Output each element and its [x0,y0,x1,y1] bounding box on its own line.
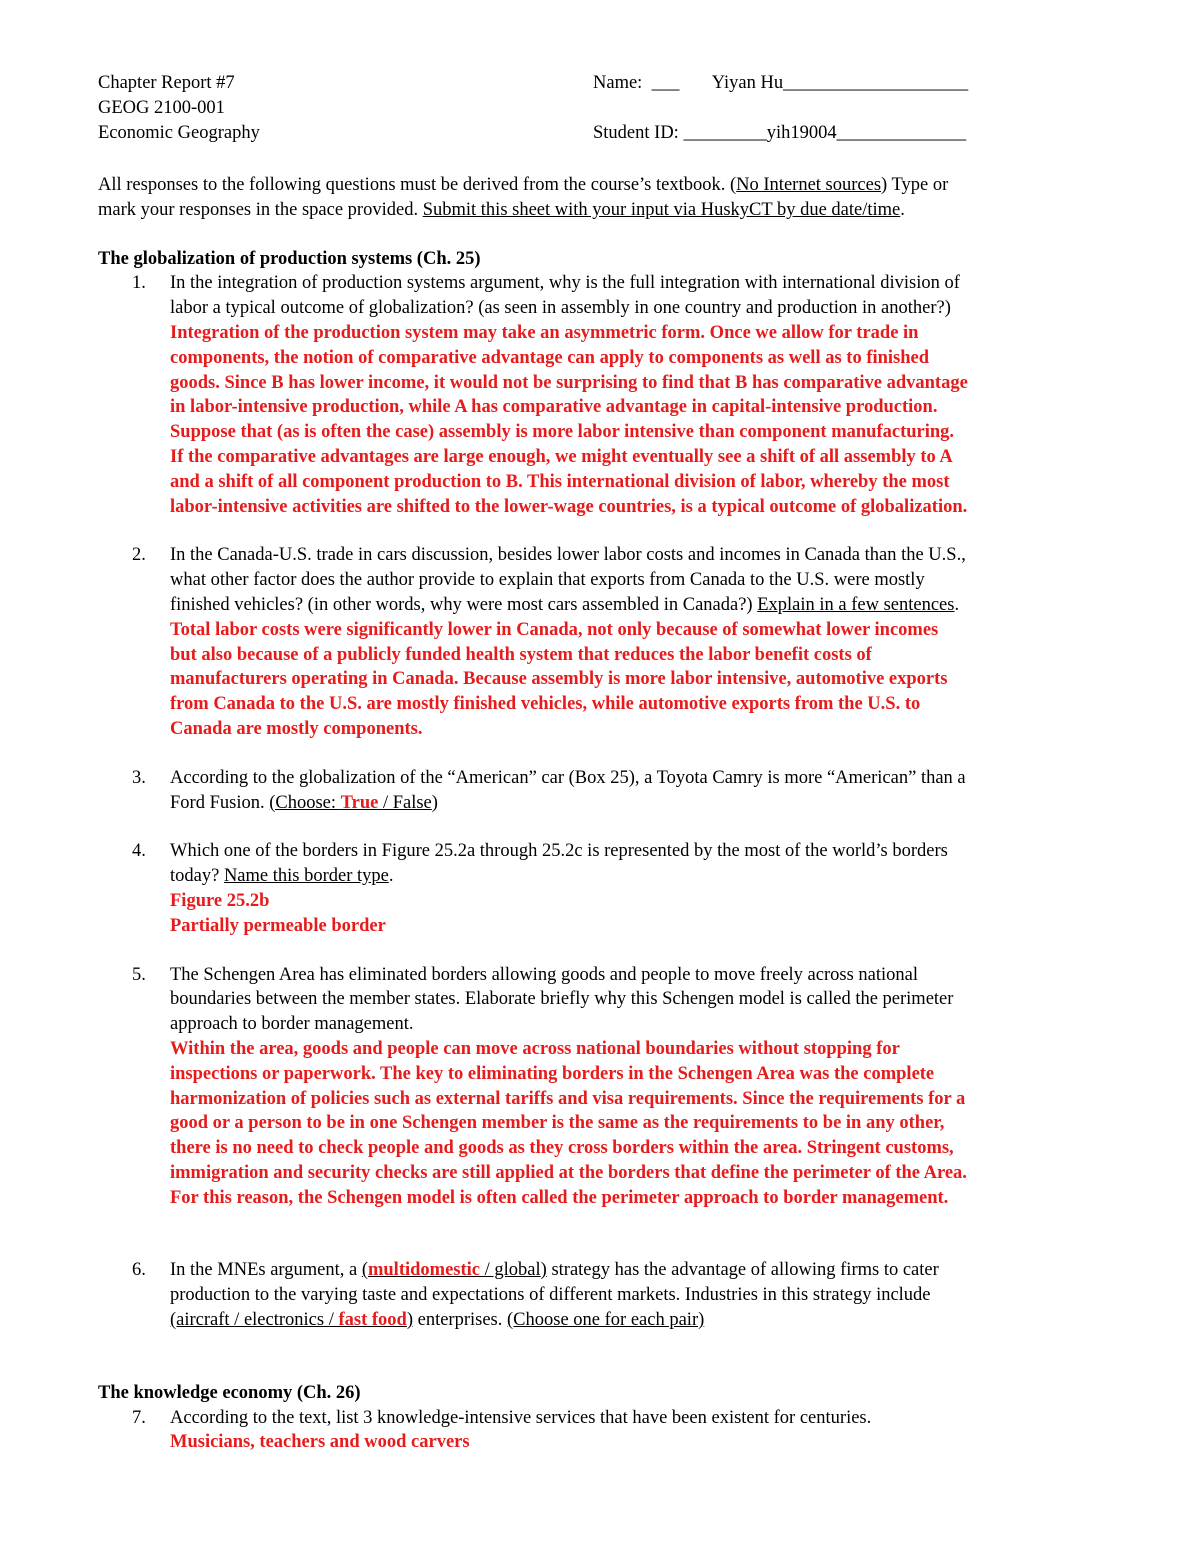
question-text [170,1308,1108,1333]
answer-line: Suppose that (as is often the case) assembly is more labor intensive than component manufacturing. [170,422,955,443]
course-info [98,71,260,145]
true-false-choice[interactable] [269,793,432,813]
instructions-text: ) Type or [881,175,949,195]
course-name: Economic Geography [98,122,260,143]
question-text-part: In the MNEs argument, a [170,1260,362,1281]
answer-line: Canada are mostly components. [170,718,423,739]
choice-global[interactable]: / global [480,1260,541,1281]
answer-line: Figure 25.2b [170,890,270,911]
question-text-part: Ford Fusion. [170,792,270,813]
answer-line: labor-intensive activities are shifted to the lower-wage countries, is a typical outcome of globalization. [170,496,968,517]
question-number: 1. [132,273,146,294]
section-heading: The globalization of production systems (Ch. 25) [98,248,481,269]
industry-choice[interactable] [170,1310,413,1330]
answer-line: Within the area, goods and people can move across national boundaries without stopping for [170,1038,900,1059]
choice-prompt: (Choose: [269,792,341,813]
question-text-part: . [388,866,394,887]
name-blank: ___ [651,73,680,93]
question-text-part: strategy has the advantage of allowing firms to cater [546,1260,939,1281]
question-number: 5. [132,964,146,985]
answer-line: good or a person to be in one Schengen member is the same as the requirements to be in any other, [170,1113,945,1134]
answer-line: Musicians, teachers and wood carvers [170,1432,470,1453]
question-6 [98,1258,1108,1332]
answer-line: there is no need to check people and goods as they cross borders within the area. Stringent customs, [170,1138,954,1159]
instruction-underlined: (Choose one for each pair) [507,1310,705,1331]
student-id-label: Student ID: [593,122,679,143]
question-number: 6. [132,1260,146,1281]
question-text [170,864,1108,889]
question-text-part: enterprises. [413,1310,508,1331]
student-id-underline-lead: _________ [683,122,767,143]
question-text: The Schengen Area has eliminated borders allowing goods and people to move freely across national [170,964,918,985]
answer-line: inspections or paperwork. The key to eliminating borders in the Schengen Area was the complete [170,1063,935,1084]
choice-paren: ( [361,1260,368,1281]
choice-aircraft-electronics[interactable]: (aircraft / electronics / [170,1310,339,1331]
question-3 [98,766,1108,816]
report-title: Chapter Report #7 [98,73,235,93]
question-text: labor a typical outcome of globalization? (as seen in assembly in one country and production in another?) [170,298,951,319]
answer-line: harmonization of policies such as external tariffs and visa requirements. Since the requirements for a [170,1088,966,1109]
name-field[interactable]: Yiyan Hu [711,73,784,93]
question-text: production to the varying taste and expectations of different markets. Industries in this strategy include [170,1285,931,1306]
answer-line: Total labor costs were significantly lower in Canada, not only because of somewhat lower incomes [170,619,939,640]
question-text: Which one of the borders in Figure 25.2a through 25.2c is represented by the most of the world’s borders [170,841,948,862]
answer-2[interactable] [170,618,1108,742]
question-text: According to the globalization of the “American” car (Box 25), a Toyota Camry is more “American” than a [170,767,966,788]
question-text [170,791,1108,816]
choice-false[interactable]: / False [378,792,432,813]
instruction-underlined: Explain in a few sentences [757,594,955,615]
question-text: According to the text, list 3 knowledge-intensive services that have been existent for centuries. [170,1407,872,1428]
name-underline: ____________________ [783,73,969,93]
instructions-text: mark your responses in the space provided. [98,199,423,220]
selected-choice-fast-food[interactable]: fast food [338,1310,407,1331]
answer-line: For this reason, the Schengen model is often called the perimeter approach to border management. [170,1187,949,1208]
instructions-text: . [900,199,905,220]
question-text: boundaries between the member states. Elaborate briefly why this Schengen model is called the perimeter [170,989,954,1010]
instructions [98,173,1108,223]
question-7 [98,1406,1108,1456]
question-text: what other factor does the author provide to explain that exports from Canada to the U.S. were mostly [170,570,925,591]
student-id-row [593,121,968,146]
answer-line: but also because of a publicly funded health system that reduces the labor benefit costs of [170,644,872,665]
question-text: In the integration of production systems argument, why is the full integration with international division of [170,273,960,294]
answer-line: immigration and security checks are still applied at the borders that define the perimeter of the Area. [170,1162,967,1183]
answer-1[interactable] [170,321,1108,519]
question-number: 4. [132,841,146,862]
question-text-part: finished vehicles? (in other words, why were most cars assembled in Canada?) [170,594,758,615]
submit-note: Submit this sheet with your input via HuskyCT by due date/time [422,199,901,220]
report-header [98,71,1108,146]
answer-line: manufacturers operating in Canada. Because assembly is more labor intensive, automotive exports [170,669,948,690]
question-2 [98,543,1108,741]
answer-line: goods. Since B has lower income, it would not be surprising to find that B has comparative advantage [170,372,968,393]
strategy-choice[interactable] [362,1260,547,1280]
question-text-part: today? [170,866,224,887]
section-heading: The knowledge economy (Ch. 26) [98,1382,361,1403]
answer-line: If the comparative advantages are large enough, we might eventually see a shift of all assembly to A [170,446,953,467]
answer-5[interactable] [170,1037,1108,1211]
document-page [98,71,1108,1455]
question-4 [98,839,1108,938]
instruction-underlined: Name this border type [223,866,389,887]
answer-7[interactable] [170,1430,1108,1455]
selected-choice-multidomestic[interactable]: multidomestic [367,1260,480,1281]
question-text [170,1258,1108,1283]
course-code: GEOG 2100-001 [98,97,225,118]
answer-line: in labor-intensive production, while A has comparative advantage in capital-intensive production. [170,397,938,418]
question-number: 7. [132,1407,146,1428]
question-text: approach to border management. [170,1014,414,1035]
name-row [593,71,968,96]
question-5 [98,963,1108,1211]
choice-paren: ) [540,1260,547,1281]
blank-row [593,96,968,121]
answer-line: and a shift of all component production to B. This international division of labor, whereby the most [170,471,950,492]
instructions-text: All responses to the following questions must be derived from the course’s textbook. ( [98,175,737,195]
answer-line: Integration of the production system may take an asymmetric form. Once we allow for trade in [170,322,919,343]
student-info [593,71,968,145]
question-number: 2. [132,545,146,566]
question-1 [98,271,1108,519]
choice-paren: ) [406,1310,413,1331]
student-id-underline-trail: ______________ [836,122,967,143]
question-text-part: . [954,594,960,615]
student-id-field[interactable]: yih19004 [766,122,837,143]
question-text: In the Canada-U.S. trade in cars discussion, besides lower labor costs and incomes in Canada than the U.S., [170,545,966,566]
name-label: Name: [593,73,643,93]
no-internet-note: No Internet sources [736,175,882,195]
question-text-part: ) [431,792,438,813]
answer-line: Partially permeable border [170,915,386,936]
question-text [170,593,1108,618]
question-number: 3. [132,767,146,788]
answer-line: from Canada to the U.S. are mostly finished vehicles, while automotive exports from the U.S. to [170,694,921,715]
selected-choice-true[interactable]: True [340,792,379,813]
answer-4[interactable] [170,889,1108,939]
answer-line: components, the notion of comparative advantage can apply to components as well as to finished [170,347,930,368]
